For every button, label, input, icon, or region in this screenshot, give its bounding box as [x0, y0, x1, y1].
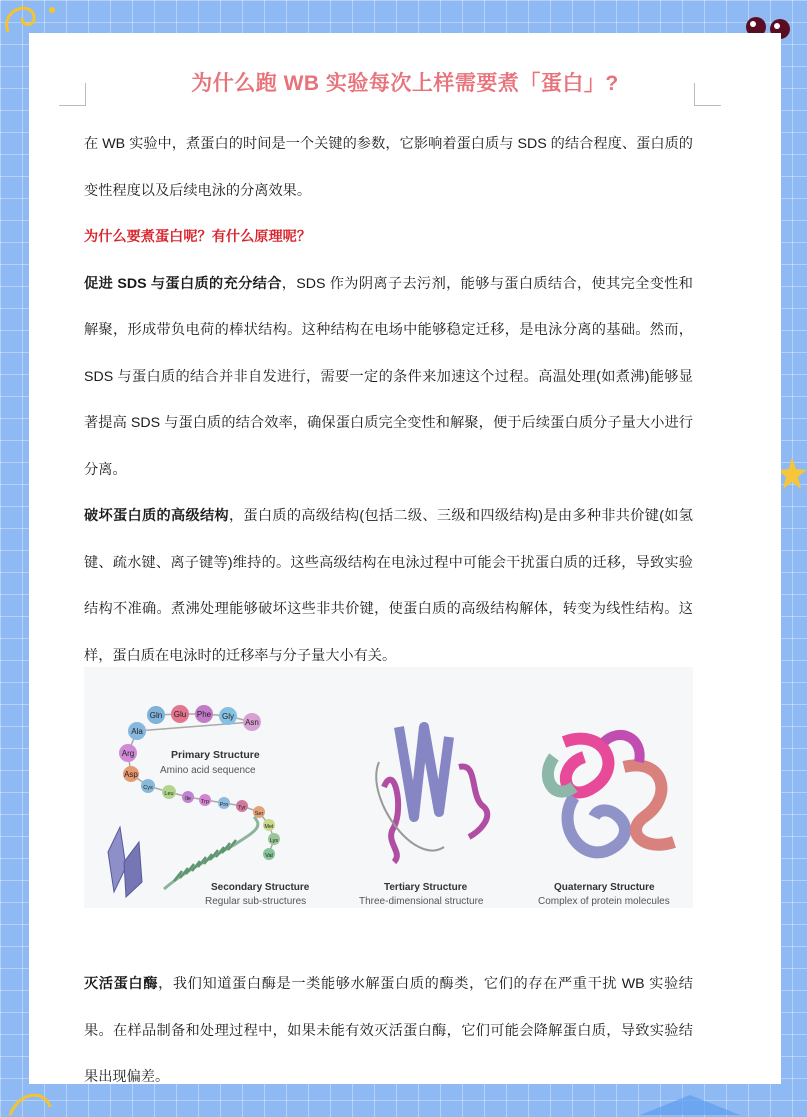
star-decoration	[778, 455, 807, 495]
section-lead: 促进 SDS 与蛋白质的充分结合	[84, 275, 282, 292]
amino-acid-label: Tyr	[238, 805, 246, 811]
section-lead: 破坏蛋白质的高级结构	[84, 508, 229, 524]
intro-paragraph: 在 WB 实验中，煮蛋白的时间是一个关键的参数，它影响着蛋白质与 SDS 的结合程度、蛋白质的变性程度以及后续电泳的分离效果。	[84, 136, 693, 199]
section-paragraph	[84, 261, 693, 494]
beta-sheet	[108, 827, 142, 897]
document-page	[29, 33, 781, 1084]
article-body	[84, 121, 693, 679]
tertiary-protein-fold	[376, 727, 487, 862]
amino-acid-label: Val	[265, 853, 273, 859]
amino-acid-label: Asn	[245, 718, 259, 727]
alpha-helix	[164, 817, 258, 889]
secondary-structure-subtitle: Regular sub-structures	[205, 896, 307, 907]
section-text: ，蛋白质的高级结构(包括二级、三级和四级结构)是由多种非共价键(如氢键、疏水键、离子键等)维持的。这些高级结构在电泳过程中可能会干扰蛋白质的迁移，导致实验结构不准确。煮沸处理能够破坏这些非共价键，使蛋白质的高级结构解体，转变为线性结构。这样，蛋白质在电泳时的迁移率与分子量大小有关。	[84, 508, 693, 664]
amino-acid-label: Cys	[143, 785, 153, 791]
tertiary-structure-subtitle: Three-dimensional structure	[359, 896, 484, 907]
quaternary-protein-complex	[548, 735, 674, 852]
amino-acid-label: Ile	[185, 796, 191, 802]
amino-acid-label: Phe	[196, 710, 212, 719]
page-title: 为什么跑 WB 实验每次上样需要煮「蛋白」?	[191, 72, 619, 95]
amino-acid-label: Leu	[164, 791, 174, 797]
amino-acid-label: Ala	[131, 727, 143, 736]
secondary-structure-title: Secondary Structure	[211, 882, 310, 893]
quaternary-structure-subtitle: Complex of protein molecules	[538, 896, 670, 907]
protein-structure-figure	[84, 667, 693, 908]
section-paragraph	[84, 961, 693, 1084]
section-paragraph	[84, 493, 693, 679]
question-heading: 为什么要煮蛋白呢？有什么原理呢？	[84, 229, 312, 245]
amino-acid-label: Ser	[254, 811, 264, 817]
amino-acid-label: Glu	[173, 710, 187, 719]
section-text: ，我们知道蛋白酶是一类能够水解蛋白质的酶类，它们的存在严重干扰 WB 实验结果。在样品制备和处理过程中，如果未能有效灭活蛋白酶，它们可能会降解蛋白质，导致实验结果出现偏差。	[84, 976, 693, 1084]
amino-acid-chain	[119, 705, 280, 860]
primary-structure-subtitle: Amino acid sequence	[160, 765, 256, 776]
swirl-decoration-bottom	[0, 1085, 807, 1117]
section-lead: 灭活蛋白酶	[84, 976, 159, 992]
primary-structure-title: Primary Structure	[171, 749, 260, 761]
quaternary-structure-title: Quaternary Structure	[554, 882, 655, 893]
section-text: ，SDS 作为阴离子去污剂，能够与蛋白质结合，使其完全变性和解聚，形成带负电荷的棒状结构。这种结构在电场中能够稳定迁移，是电泳分离的基础。然而，SDS 与蛋白质的结合并非自发进行，需要一定的条件来加速这个过程。高温处理(如煮沸)能够显著提高 SDS 与蛋白质的结合效率，确保蛋白质完全变性和解聚，便于后续蛋白质分子量大小进行分离。	[84, 275, 693, 478]
amino-acid-label: Asp	[124, 770, 138, 779]
amino-acid-label: Gly	[222, 712, 234, 721]
amino-acid-label: Gln	[149, 711, 163, 720]
amino-acid-label: Pro	[219, 802, 229, 808]
amino-acid-label: Arg	[121, 749, 135, 758]
last-section	[84, 961, 693, 1084]
protein-structure-illustration	[84, 667, 693, 908]
amino-acid-label: Met	[264, 824, 274, 830]
amino-acid-label: Lys	[269, 838, 279, 844]
tertiary-structure-title: Tertiary Structure	[384, 882, 468, 893]
amino-acid-label: Trp	[200, 799, 210, 805]
